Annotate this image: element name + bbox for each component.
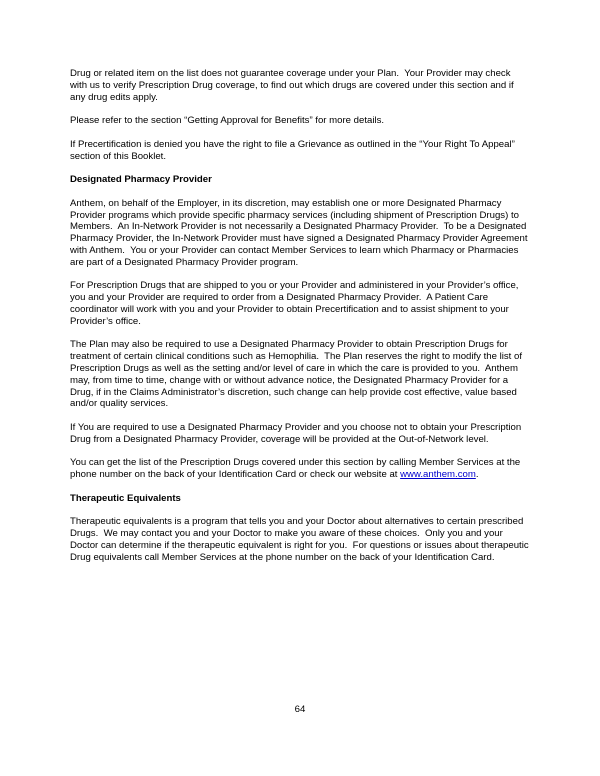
paragraph-text-after-link: . (475, 469, 479, 481)
paragraph-getting-approval-reference: Please refer to the section “Getting Approval for Benefits” for more details. (70, 115, 385, 127)
paragraph-text-before-link: You can get the list of the Prescription Drugs covered under this section by calling Member Services at the phone number on the back of your Identification Card or check our website at (70, 457, 523, 481)
paragraph-out-of-network-level: If You are required to use a Designated Pharmacy Provider and you choose not to obtain your Prescription Drug from a Designated Pharmacy Provider, coverage will be provided at the Out-of-Network level. (70, 421, 524, 445)
heading-designated-pharmacy-provider: Designated Pharmacy Provider (70, 174, 212, 186)
paragraph-precertification-grievance: If Precertification is denied you have the right to file a Grievance as outlined in the “Your Right To Appeal” section of this Booklet. (70, 138, 518, 162)
paragraph-drug-list-contact (70, 457, 530, 481)
document-content (70, 68, 530, 575)
heading-therapeutic-equivalents: Therapeutic Equivalents (70, 492, 181, 504)
paragraph-plan-clinical-conditions: The Plan may also be required to use a Designated Pharmacy Provider to obtain Prescription Drugs for treatment of certain clinical conditions such as Hemophilia. The Plan reserves the right to modify the list of Prescription Drugs as well as the setting and/or level of care in which the care is provided to you. Anthem may, from time to time, change with or without advance notice, the Designated Pharmacy Provider for a Drug, if in the Claims Administrator’s discretion, such change can help provide cost effective, value based and/or quality services. (70, 339, 525, 410)
anthem-website-link[interactable]: www.anthem.com (400, 469, 476, 481)
paragraph-therapeutic-equivalents-program: Therapeutic equivalents is a program that tells you and your Doctor about alternatives to certain prescribed Drugs. We may contact you and your Doctor to make you aware of these choices. Only you and your Doctor can determine if the therapeutic equivalent is right for you. For questions or issues about therapeutic Drug equivalents call Member Services at the phone number on the back of your Identification Card. (70, 516, 532, 563)
paragraph-shipped-drugs-ordering: For Prescription Drugs that are shipped to you or your Provider and administered in your Provider’s office, you and your Provider are required to order from a Designated Pharmacy Provider. A Patient Care coordinator will work with you and your Provider to obtain Precertification and to assist shipment to your Provider’s office. (70, 280, 522, 327)
page-number: 64 (294, 704, 306, 715)
paragraph-drug-list-disclaimer: Drug or related item on the list does not guarantee coverage under your Plan. Your Provider may check with us to verify Prescription Drug coverage, to find out which drugs are covered under this section and if any drug edits apply. (70, 68, 517, 103)
paragraph-anthem-designated-programs: Anthem, on behalf of the Employer, in its discretion, may establish one or more Designated Pharmacy Provider programs which provide specific pharmacy services (including shipment of Prescription Drugs) to Members. An In-Network Provider is not necessarily a Designated Pharmacy Provider. To be a Designated Pharmacy Provider, the In-Network Provider must have signed a Designated Pharmacy Provider Agreement with Anthem. You or your Provider can contact Member Services to learn which Pharmacy or Pharmacies are part of a Designated Pharmacy Provider program. (70, 197, 531, 268)
